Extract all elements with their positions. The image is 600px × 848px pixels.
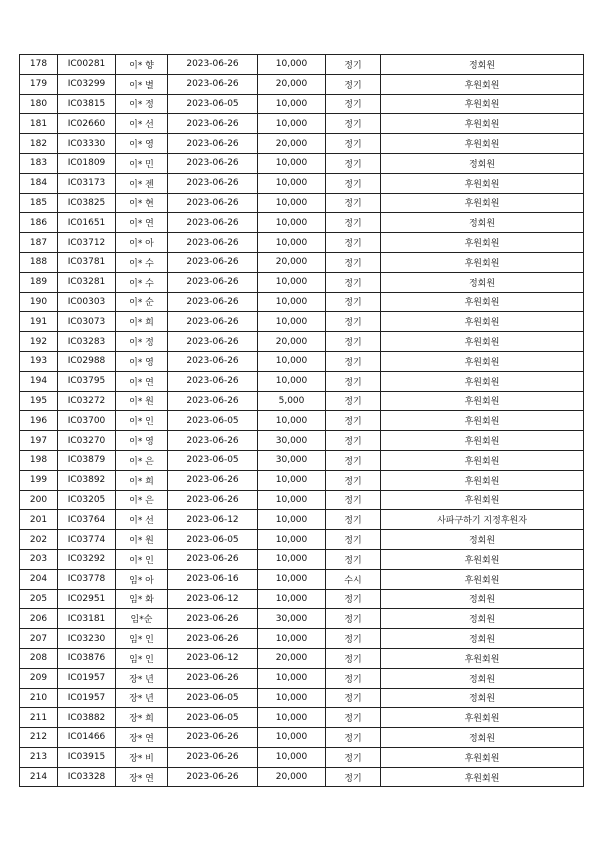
date-cell: 2023-06-26	[168, 292, 258, 312]
amount-cell: 10,000	[258, 470, 326, 490]
row-number-cell: 210	[20, 688, 58, 708]
table-row	[20, 629, 584, 649]
table-row	[20, 153, 584, 173]
name-cell: 장* 년	[116, 688, 168, 708]
date-cell: 2023-06-26	[168, 549, 258, 569]
amount-cell: 10,000	[258, 530, 326, 550]
type-cell: 정기	[326, 351, 381, 371]
membership-cell: 후원회원	[381, 193, 584, 213]
membership-cell: 후원회원	[381, 569, 584, 589]
date-cell: 2023-06-26	[168, 312, 258, 332]
type-cell: 정기	[326, 153, 381, 173]
type-cell: 정기	[326, 490, 381, 510]
table-row	[20, 708, 584, 728]
name-cell: 이* 인	[116, 411, 168, 431]
table-row	[20, 94, 584, 114]
member-id-cell: IC03795	[58, 371, 116, 391]
membership-cell: 사파구하기 지정후원자	[381, 510, 584, 530]
row-number-cell: 211	[20, 708, 58, 728]
membership-cell: 후원회원	[381, 470, 584, 490]
donor-table-page	[19, 54, 583, 787]
date-cell: 2023-06-26	[168, 74, 258, 94]
row-number-cell: 193	[20, 351, 58, 371]
table-row	[20, 609, 584, 629]
date-cell: 2023-06-26	[168, 55, 258, 75]
name-cell: 이* 원	[116, 530, 168, 550]
name-cell: 임* 인	[116, 648, 168, 668]
type-cell: 정기	[326, 173, 381, 193]
table-row	[20, 371, 584, 391]
name-cell: 임* 아	[116, 569, 168, 589]
member-id-cell: IC01809	[58, 153, 116, 173]
membership-cell: 정회원	[381, 728, 584, 748]
membership-cell: 후원회원	[381, 549, 584, 569]
amount-cell: 10,000	[258, 708, 326, 728]
date-cell: 2023-06-26	[168, 332, 258, 352]
member-id-cell: IC03205	[58, 490, 116, 510]
amount-cell: 20,000	[258, 74, 326, 94]
member-id-cell: IC03299	[58, 74, 116, 94]
row-number-cell: 212	[20, 728, 58, 748]
table-row	[20, 490, 584, 510]
amount-cell: 20,000	[258, 648, 326, 668]
date-cell: 2023-06-26	[168, 470, 258, 490]
type-cell: 정기	[326, 767, 381, 787]
membership-cell: 후원회원	[381, 332, 584, 352]
member-id-cell: IC03815	[58, 94, 116, 114]
amount-cell: 10,000	[258, 351, 326, 371]
date-cell: 2023-06-26	[168, 193, 258, 213]
amount-cell: 10,000	[258, 94, 326, 114]
amount-cell: 10,000	[258, 153, 326, 173]
date-cell: 2023-06-26	[168, 728, 258, 748]
donor-table	[19, 54, 584, 787]
membership-cell: 후원회원	[381, 114, 584, 134]
date-cell: 2023-06-12	[168, 589, 258, 609]
name-cell: 이* 현	[116, 193, 168, 213]
type-cell: 정기	[326, 114, 381, 134]
type-cell: 정기	[326, 94, 381, 114]
table-row	[20, 470, 584, 490]
amount-cell: 30,000	[258, 609, 326, 629]
member-id-cell: IC03281	[58, 272, 116, 292]
row-number-cell: 202	[20, 530, 58, 550]
date-cell: 2023-06-26	[168, 371, 258, 391]
type-cell: 정기	[326, 450, 381, 470]
membership-cell: 후원회원	[381, 411, 584, 431]
date-cell: 2023-06-26	[168, 490, 258, 510]
type-cell: 정기	[326, 272, 381, 292]
row-number-cell: 183	[20, 153, 58, 173]
amount-cell: 30,000	[258, 431, 326, 451]
membership-cell: 후원회원	[381, 490, 584, 510]
date-cell: 2023-06-12	[168, 510, 258, 530]
membership-cell: 후원회원	[381, 173, 584, 193]
name-cell: 장* 연	[116, 767, 168, 787]
type-cell: 정기	[326, 312, 381, 332]
row-number-cell: 184	[20, 173, 58, 193]
name-cell: 이* 수	[116, 272, 168, 292]
member-id-cell: IC03825	[58, 193, 116, 213]
type-cell: 정기	[326, 589, 381, 609]
membership-cell: 정회원	[381, 668, 584, 688]
member-id-cell: IC03328	[58, 767, 116, 787]
type-cell: 정기	[326, 629, 381, 649]
table-row	[20, 252, 584, 272]
table-row	[20, 668, 584, 688]
date-cell: 2023-06-26	[168, 114, 258, 134]
table-row	[20, 233, 584, 253]
member-id-cell: IC03270	[58, 431, 116, 451]
type-cell: 정기	[326, 391, 381, 411]
member-id-cell: IC02660	[58, 114, 116, 134]
date-cell: 2023-06-26	[168, 767, 258, 787]
name-cell: 이* 영	[116, 351, 168, 371]
name-cell: 장* 연	[116, 728, 168, 748]
member-id-cell: IC01957	[58, 688, 116, 708]
membership-cell: 후원회원	[381, 767, 584, 787]
membership-cell: 후원회원	[381, 312, 584, 332]
membership-cell: 후원회원	[381, 233, 584, 253]
amount-cell: 10,000	[258, 728, 326, 748]
amount-cell: 20,000	[258, 252, 326, 272]
table-row	[20, 272, 584, 292]
membership-cell: 정회원	[381, 609, 584, 629]
table-row	[20, 193, 584, 213]
amount-cell: 10,000	[258, 411, 326, 431]
name-cell: 임* 화	[116, 589, 168, 609]
type-cell: 정기	[326, 411, 381, 431]
amount-cell: 10,000	[258, 569, 326, 589]
membership-cell: 정회원	[381, 688, 584, 708]
name-cell: 이* 은	[116, 490, 168, 510]
member-id-cell: IC03778	[58, 569, 116, 589]
amount-cell: 10,000	[258, 668, 326, 688]
table-row	[20, 648, 584, 668]
membership-cell: 후원회원	[381, 708, 584, 728]
amount-cell: 10,000	[258, 114, 326, 134]
name-cell: 이* 향	[116, 55, 168, 75]
row-number-cell: 179	[20, 74, 58, 94]
date-cell: 2023-06-26	[168, 153, 258, 173]
membership-cell: 후원회원	[381, 431, 584, 451]
row-number-cell: 195	[20, 391, 58, 411]
membership-cell: 후원회원	[381, 74, 584, 94]
type-cell: 수시	[326, 569, 381, 589]
amount-cell: 10,000	[258, 272, 326, 292]
name-cell: 임*순	[116, 609, 168, 629]
table-row	[20, 510, 584, 530]
name-cell: 이* 순	[116, 292, 168, 312]
date-cell: 2023-06-26	[168, 272, 258, 292]
name-cell: 이* 아	[116, 233, 168, 253]
member-id-cell: IC03915	[58, 747, 116, 767]
member-id-cell: IC03712	[58, 233, 116, 253]
name-cell: 이* 정	[116, 94, 168, 114]
date-cell: 2023-06-26	[168, 233, 258, 253]
row-number-cell: 198	[20, 450, 58, 470]
row-number-cell: 208	[20, 648, 58, 668]
amount-cell: 10,000	[258, 549, 326, 569]
member-id-cell: IC00281	[58, 55, 116, 75]
row-number-cell: 190	[20, 292, 58, 312]
type-cell: 정기	[326, 193, 381, 213]
type-cell: 정기	[326, 530, 381, 550]
type-cell: 정기	[326, 648, 381, 668]
member-id-cell: IC03876	[58, 648, 116, 668]
amount-cell: 10,000	[258, 312, 326, 332]
row-number-cell: 197	[20, 431, 58, 451]
membership-cell: 후원회원	[381, 450, 584, 470]
row-number-cell: 192	[20, 332, 58, 352]
row-number-cell: 180	[20, 94, 58, 114]
row-number-cell: 207	[20, 629, 58, 649]
name-cell: 임* 인	[116, 629, 168, 649]
type-cell: 정기	[326, 708, 381, 728]
table-row	[20, 173, 584, 193]
member-id-cell: IC03882	[58, 708, 116, 728]
type-cell: 정기	[326, 728, 381, 748]
membership-cell: 정회원	[381, 55, 584, 75]
name-cell: 이* 영	[116, 134, 168, 154]
membership-cell: 후원회원	[381, 252, 584, 272]
date-cell: 2023-06-26	[168, 213, 258, 233]
table-row	[20, 767, 584, 787]
row-number-cell: 205	[20, 589, 58, 609]
name-cell: 이* 수	[116, 252, 168, 272]
member-id-cell: IC03230	[58, 629, 116, 649]
row-number-cell: 187	[20, 233, 58, 253]
table-row	[20, 312, 584, 332]
amount-cell: 10,000	[258, 173, 326, 193]
table-row	[20, 114, 584, 134]
type-cell: 정기	[326, 252, 381, 272]
table-row	[20, 391, 584, 411]
amount-cell: 20,000	[258, 767, 326, 787]
row-number-cell: 185	[20, 193, 58, 213]
date-cell: 2023-06-26	[168, 747, 258, 767]
name-cell: 이* 별	[116, 74, 168, 94]
type-cell: 정기	[326, 74, 381, 94]
type-cell: 정기	[326, 55, 381, 75]
type-cell: 정기	[326, 431, 381, 451]
membership-cell: 정회원	[381, 530, 584, 550]
amount-cell: 10,000	[258, 371, 326, 391]
table-row	[20, 450, 584, 470]
type-cell: 정기	[326, 688, 381, 708]
table-row	[20, 411, 584, 431]
row-number-cell: 214	[20, 767, 58, 787]
amount-cell: 10,000	[258, 510, 326, 530]
member-id-cell: IC03073	[58, 312, 116, 332]
table-row	[20, 747, 584, 767]
date-cell: 2023-06-26	[168, 252, 258, 272]
row-number-cell: 181	[20, 114, 58, 134]
member-id-cell: IC03781	[58, 252, 116, 272]
type-cell: 정기	[326, 292, 381, 312]
name-cell: 이* 연	[116, 371, 168, 391]
membership-cell: 후원회원	[381, 747, 584, 767]
date-cell: 2023-06-26	[168, 351, 258, 371]
type-cell: 정기	[326, 470, 381, 490]
membership-cell: 정회원	[381, 589, 584, 609]
row-number-cell: 188	[20, 252, 58, 272]
membership-cell: 정회원	[381, 153, 584, 173]
table-row	[20, 213, 584, 233]
amount-cell: 10,000	[258, 629, 326, 649]
name-cell: 이* 희	[116, 470, 168, 490]
row-number-cell: 194	[20, 371, 58, 391]
date-cell: 2023-06-26	[168, 609, 258, 629]
name-cell: 이* 희	[116, 312, 168, 332]
amount-cell: 10,000	[258, 233, 326, 253]
row-number-cell: 206	[20, 609, 58, 629]
date-cell: 2023-06-05	[168, 450, 258, 470]
type-cell: 정기	[326, 609, 381, 629]
row-number-cell: 186	[20, 213, 58, 233]
date-cell: 2023-06-05	[168, 94, 258, 114]
name-cell: 이* 영	[116, 431, 168, 451]
table-row	[20, 55, 584, 75]
membership-cell: 후원회원	[381, 391, 584, 411]
name-cell: 장* 희	[116, 708, 168, 728]
membership-cell: 후원회원	[381, 351, 584, 371]
member-id-cell: IC00303	[58, 292, 116, 312]
amount-cell: 10,000	[258, 193, 326, 213]
name-cell: 장* 년	[116, 668, 168, 688]
row-number-cell: 196	[20, 411, 58, 431]
row-number-cell: 204	[20, 569, 58, 589]
amount-cell: 10,000	[258, 213, 326, 233]
member-id-cell: IC03700	[58, 411, 116, 431]
table-row	[20, 589, 584, 609]
membership-cell: 후원회원	[381, 648, 584, 668]
type-cell: 정기	[326, 747, 381, 767]
membership-cell: 후원회원	[381, 292, 584, 312]
type-cell: 정기	[326, 332, 381, 352]
table-row	[20, 549, 584, 569]
date-cell: 2023-06-05	[168, 530, 258, 550]
table-row	[20, 530, 584, 550]
row-number-cell: 209	[20, 668, 58, 688]
amount-cell: 10,000	[258, 490, 326, 510]
row-number-cell: 178	[20, 55, 58, 75]
table-row	[20, 134, 584, 154]
amount-cell: 20,000	[258, 134, 326, 154]
table-row	[20, 74, 584, 94]
date-cell: 2023-06-12	[168, 648, 258, 668]
row-number-cell: 200	[20, 490, 58, 510]
member-id-cell: IC03181	[58, 609, 116, 629]
member-id-cell: IC03292	[58, 549, 116, 569]
row-number-cell: 191	[20, 312, 58, 332]
date-cell: 2023-06-26	[168, 391, 258, 411]
member-id-cell: IC01651	[58, 213, 116, 233]
row-number-cell: 189	[20, 272, 58, 292]
name-cell: 이* 젠	[116, 173, 168, 193]
member-id-cell: IC01957	[58, 668, 116, 688]
table-row	[20, 688, 584, 708]
membership-cell: 후원회원	[381, 94, 584, 114]
type-cell: 정기	[326, 134, 381, 154]
name-cell: 이* 원	[116, 391, 168, 411]
name-cell: 이* 연	[116, 213, 168, 233]
amount-cell: 30,000	[258, 450, 326, 470]
row-number-cell: 201	[20, 510, 58, 530]
amount-cell: 10,000	[258, 292, 326, 312]
type-cell: 정기	[326, 233, 381, 253]
date-cell: 2023-06-05	[168, 688, 258, 708]
membership-cell: 후원회원	[381, 371, 584, 391]
type-cell: 정기	[326, 213, 381, 233]
member-id-cell: IC03879	[58, 450, 116, 470]
type-cell: 정기	[326, 668, 381, 688]
type-cell: 정기	[326, 371, 381, 391]
member-id-cell: IC02988	[58, 351, 116, 371]
member-id-cell: IC03283	[58, 332, 116, 352]
name-cell: 이* 선	[116, 510, 168, 530]
member-id-cell: IC03173	[58, 173, 116, 193]
date-cell: 2023-06-26	[168, 134, 258, 154]
table-row	[20, 332, 584, 352]
member-id-cell: IC01466	[58, 728, 116, 748]
name-cell: 이* 정	[116, 332, 168, 352]
amount-cell: 10,000	[258, 589, 326, 609]
type-cell: 정기	[326, 510, 381, 530]
membership-cell: 후원회원	[381, 134, 584, 154]
amount-cell: 5,000	[258, 391, 326, 411]
amount-cell: 10,000	[258, 55, 326, 75]
membership-cell: 정회원	[381, 213, 584, 233]
date-cell: 2023-06-16	[168, 569, 258, 589]
membership-cell: 정회원	[381, 629, 584, 649]
date-cell: 2023-06-26	[168, 629, 258, 649]
name-cell: 이* 선	[116, 114, 168, 134]
date-cell: 2023-06-26	[168, 431, 258, 451]
date-cell: 2023-06-05	[168, 708, 258, 728]
row-number-cell: 182	[20, 134, 58, 154]
table-row	[20, 431, 584, 451]
name-cell: 이* 인	[116, 549, 168, 569]
member-id-cell: IC03774	[58, 530, 116, 550]
donor-table-body	[20, 55, 584, 787]
row-number-cell: 199	[20, 470, 58, 490]
amount-cell: 20,000	[258, 332, 326, 352]
membership-cell: 정회원	[381, 272, 584, 292]
member-id-cell: IC03272	[58, 391, 116, 411]
member-id-cell: IC02951	[58, 589, 116, 609]
date-cell: 2023-06-26	[168, 668, 258, 688]
member-id-cell: IC03764	[58, 510, 116, 530]
table-row	[20, 351, 584, 371]
row-number-cell: 203	[20, 549, 58, 569]
amount-cell: 10,000	[258, 747, 326, 767]
row-number-cell: 213	[20, 747, 58, 767]
amount-cell: 10,000	[258, 688, 326, 708]
type-cell: 정기	[326, 549, 381, 569]
member-id-cell: IC03892	[58, 470, 116, 490]
name-cell: 이* 은	[116, 450, 168, 470]
table-row	[20, 292, 584, 312]
name-cell: 이* 민	[116, 153, 168, 173]
member-id-cell: IC03330	[58, 134, 116, 154]
name-cell: 장* 비	[116, 747, 168, 767]
date-cell: 2023-06-26	[168, 173, 258, 193]
table-row	[20, 728, 584, 748]
table-row	[20, 569, 584, 589]
date-cell: 2023-06-05	[168, 411, 258, 431]
